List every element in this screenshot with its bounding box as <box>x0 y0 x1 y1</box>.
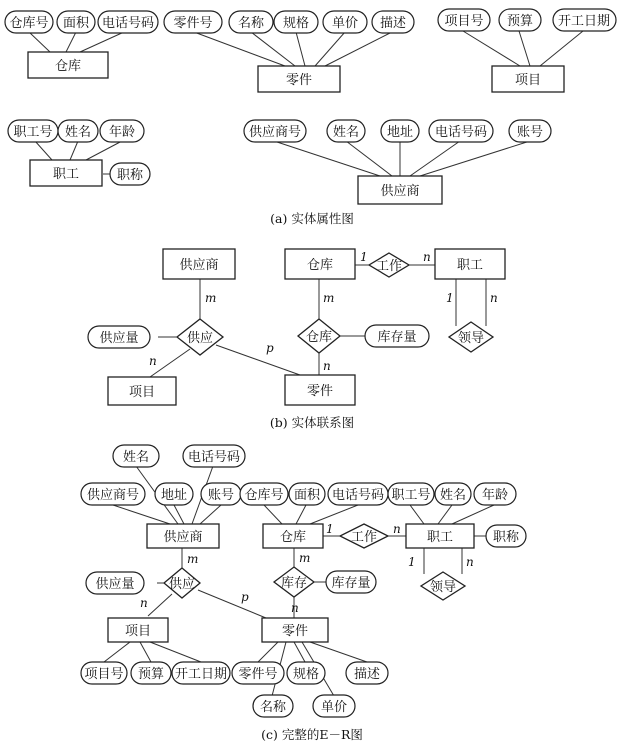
card-warehouse-n-b: n <box>323 359 331 373</box>
attr-address-c-label: 地址 <box>160 488 188 503</box>
attr-budget-c-label: 预算 <box>137 667 165 682</box>
card-work-n-b: n <box>423 250 431 264</box>
entity-project-a-label: 项目 <box>514 73 542 88</box>
relationship-work-c-label: 工作 <box>350 530 378 545</box>
attr-account-c-label: 账号 <box>207 488 235 503</box>
card-work-1-b: 1 <box>360 250 368 264</box>
panel-b <box>88 249 505 430</box>
attr-supply-qty-b-label: 供应量 <box>99 331 139 346</box>
relationship-work-b-label: 工作 <box>375 259 403 274</box>
panel-c <box>81 445 526 742</box>
attr-spec-c-label: 规格 <box>292 667 320 682</box>
relationship-supply-c-label: 供应 <box>168 577 196 592</box>
card-supply-supplier-c: m <box>187 552 199 566</box>
card-stock-m-c: m <box>299 551 311 565</box>
relationship-supply-b-label: 供应 <box>186 331 214 346</box>
attr-phone-supplier-a-label: 电话号码 <box>434 125 488 140</box>
attr-title-a-label: 职称 <box>116 168 144 183</box>
entity-warehouse-b-label: 仓库 <box>306 258 334 273</box>
relationship-lead-b-label: 领导 <box>457 331 485 346</box>
attr-name-c-label: 名称 <box>259 700 287 715</box>
attr-project-no-a-label: 项目号 <box>444 14 484 29</box>
attr-warehouse-no-c-label: 仓库号 <box>244 488 284 503</box>
attr-address-a-label: 地址 <box>386 125 414 140</box>
attr-budget-a-label: 预算 <box>506 14 534 29</box>
entity-warehouse-a-label: 仓库 <box>54 59 82 74</box>
attr-spec-a-label: 规格 <box>282 16 310 31</box>
card-lead-1-c: 1 <box>408 555 416 569</box>
card-work-1-c: 1 <box>326 522 334 536</box>
entity-employee-b-label: 职工 <box>456 258 484 273</box>
attr-part-no-a-label: 零件号 <box>173 16 213 31</box>
card-lead-n-b: n <box>490 291 498 305</box>
attr-stock-qty-c-label: 库存量 <box>331 576 371 591</box>
attr-account-a-label: 账号 <box>516 125 544 140</box>
card-supply-project-c: n <box>140 596 148 610</box>
attr-phone-warehouse-c-label: 电话号码 <box>331 488 385 503</box>
attr-part-no-c-label: 零件号 <box>238 667 278 682</box>
entity-project-c-label: 项目 <box>124 624 152 639</box>
attr-area-c-label: 面积 <box>293 488 321 503</box>
attr-emp-no-a-label: 职工号 <box>13 125 53 140</box>
card-lead-1-b: 1 <box>446 291 454 305</box>
caption-a: (a) 实体属性图 <box>270 211 354 226</box>
attr-supply-qty-c-label: 供应量 <box>95 577 135 592</box>
relationship-stock-c-label: 库存 <box>280 576 308 591</box>
entity-employee-c-label: 职工 <box>426 530 454 545</box>
panel-a-connectors <box>29 31 583 176</box>
attr-start-date-c-label: 开工日期 <box>174 667 228 682</box>
attr-phone-supplier-c-label: 电话号码 <box>187 450 241 465</box>
attr-title-c-label: 职称 <box>492 530 520 545</box>
attr-person-name-a-label: 姓名 <box>64 125 92 140</box>
card-supply-part-c: p <box>241 590 249 604</box>
attr-age-c-label: 年龄 <box>481 488 509 503</box>
attr-supplier-no-c-label: 供应商号 <box>86 488 140 503</box>
attr-emp-no-c-label: 职工号 <box>391 488 431 503</box>
entity-supplier-a-label: 供应商 <box>380 184 420 199</box>
attr-desc-a-label: 描述 <box>379 16 407 31</box>
card-lead-n-c: n <box>466 555 474 569</box>
entity-supplier-c-label: 供应商 <box>163 530 203 545</box>
attr-name-a-label: 名称 <box>237 16 265 31</box>
attr-person-name-supplier-c-label: 姓名 <box>122 450 150 465</box>
entity-supplier-b-label: 供应商 <box>179 258 219 273</box>
attr-stock-qty-b-label: 库存量 <box>377 330 417 345</box>
attr-phone-warehouse-a-label: 电话号码 <box>101 16 155 31</box>
attr-price-c-label: 单价 <box>320 700 348 715</box>
relationship-lead-c-label: 领导 <box>429 580 457 595</box>
attr-area-a-label: 面积 <box>62 16 90 31</box>
card-supply-supplier-b: m <box>205 291 217 305</box>
attr-desc-c-label: 描述 <box>353 667 381 682</box>
attr-warehouse-no-a-label: 仓库号 <box>9 16 49 31</box>
attr-supplier-no-a-label: 供应商号 <box>248 125 302 140</box>
entity-part-b-label: 零件 <box>306 384 334 399</box>
card-stock-n-c: n <box>291 601 299 615</box>
attr-person-name-supplier-a-label: 姓名 <box>332 125 360 140</box>
attr-person-name-employee-c-label: 姓名 <box>439 488 467 503</box>
entity-project-b-label: 项目 <box>128 385 156 400</box>
attr-price-a-label: 单价 <box>331 16 359 31</box>
panel-a <box>5 9 616 226</box>
attr-age-a-label: 年龄 <box>108 125 136 140</box>
attr-project-no-c-label: 项目号 <box>84 667 124 682</box>
entity-warehouse-c-label: 仓库 <box>279 530 307 545</box>
card-supply-project-b: n <box>149 354 157 368</box>
attr-start-date-a-label: 开工日期 <box>557 14 611 29</box>
entity-part-a-label: 零件 <box>285 73 313 88</box>
card-warehouse-m-b: m <box>323 291 335 305</box>
caption-b: (b) 实体联系图 <box>269 415 355 430</box>
card-supply-part-b: p <box>266 341 274 355</box>
caption-c: (c) 完整的E－R图 <box>261 727 363 742</box>
entity-employee-a-label: 职工 <box>52 167 80 182</box>
relationship-warehouse-b-label: 仓库 <box>305 330 333 345</box>
entity-part-c-label: 零件 <box>281 624 309 639</box>
card-work-n-c: n <box>393 522 401 536</box>
